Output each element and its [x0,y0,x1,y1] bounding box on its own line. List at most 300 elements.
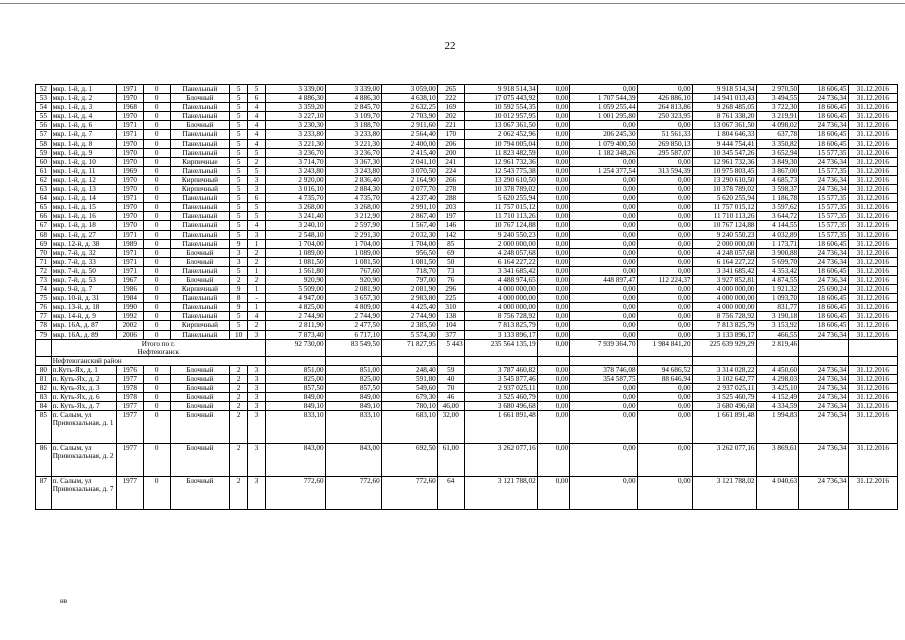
table-row [36,103,898,112]
table-cell: 1 [248,239,266,248]
table-cell: 2 000 000,00 [464,239,537,248]
table-cell: 1 661 891,48 [692,411,756,444]
table-cell: 0,00 [537,275,570,284]
table-cell: 1990 [116,303,143,312]
table-cell: 549,60 [381,384,437,393]
table-cell: 0,00 [537,444,570,477]
table-cell: 31.12.2016 [848,402,897,411]
table-cell: 3 849,30 [756,157,799,166]
table-cell: 3 016,10 [266,185,325,194]
table-cell: 1970 [116,112,143,121]
table-cell: 0,00 [537,384,570,393]
table-cell: 24 736,34 [799,384,848,393]
table-cell: 85 [437,239,464,248]
table-cell: 0,00 [537,393,570,402]
table-cell: 88 646,94 [637,375,692,384]
table-cell: 65 [36,203,52,212]
table-cell: 0,00 [570,85,637,94]
table-cell: 0,00 [570,393,637,402]
table-cell: 0,00 [637,85,692,94]
table-cell: 1971 [116,194,143,203]
table-cell: 9 [230,239,248,248]
table-cell: 0,00 [637,303,692,312]
salym-rows [36,411,898,510]
table-cell: 8 761 338,20 [692,112,756,121]
table-cell: 11 823 482,59 [464,148,537,157]
table-cell: 12 961 732,36 [692,157,756,166]
table-cell: мкр. 13-й, д. 18 [51,303,116,312]
table-cell: 203 [437,203,464,212]
table-cell: 3 [248,230,266,239]
table-cell: 10 794 005,04 [464,139,537,148]
table-row [36,121,898,130]
table-cell: 76 [437,275,464,284]
table-cell: п. Куть-Ях, д. 6 [51,393,116,402]
table-cell: 3 236,70 [325,148,381,157]
table-cell: 0,00 [537,203,570,212]
table-cell: 4 248 057,68 [464,248,537,257]
table-cell: Панельный [170,85,229,94]
table-cell: 0,00 [570,203,637,212]
table-cell: 6 164 227,22 [464,257,537,266]
table-cell: 3 243,80 [325,166,381,175]
table-cell: 5 [230,148,248,157]
table-cell: 3 [248,384,266,393]
table-cell: 250 323,95 [637,112,692,121]
table-cell: Блочный [170,121,229,130]
table-cell: 2 291,30 [325,230,381,239]
table-cell: мкр. 10-й, д. 31 [51,294,116,303]
table-cell: п. Салым, ул Привокзальная, д. 2 [51,444,116,477]
table-cell: 84 [36,402,52,411]
table-cell: 4 032,89 [756,230,799,239]
table-cell: 206 245,30 [570,130,637,139]
table-cell: 2002 [116,321,143,330]
table-cell: 0,00 [570,294,637,303]
table-cell: 0,00 [537,185,570,194]
table-cell: 3 121 788,02 [692,477,756,510]
table-cell: 15 577,35 [799,203,848,212]
table-cell: 3 268,00 [266,203,325,212]
table-row [36,266,898,275]
table-cell: 0 [143,375,170,384]
table-cell: 73 [437,266,464,275]
table-cell: 3 339,00 [325,85,381,94]
table-cell: 31.12.2016 [848,130,897,139]
table-cell: 2 867,40 [381,212,437,221]
table-cell: 3 [230,257,248,266]
table-cell: мкр. 1-й, д. 10 [51,157,116,166]
table-cell: 222 [437,94,464,103]
table-cell: 278 [437,185,464,194]
table-cell: 0 [143,221,170,230]
table-cell: 4 237,40 [381,194,437,203]
table-cell: мкр. 7-й, д. 32 [51,248,116,257]
page-top-border [0,3,905,4]
subtotal-cell: 92 730,00 [266,339,325,356]
table-cell: 0,00 [570,384,637,393]
table-cell: 0,00 [537,248,570,257]
table-cell: 80 [36,365,52,374]
table-cell: 2 [230,365,248,374]
table-cell: 18 606,45 [799,130,848,139]
table-cell: 31.12.2016 [848,148,897,157]
table-row [36,230,898,239]
table-cell: 1 567,40 [381,221,437,230]
table-row [36,257,898,266]
table-cell: 1 173,71 [756,239,799,248]
table-cell: 15 577,35 [799,230,848,239]
table-cell: 4 248 057,68 [692,248,756,257]
table-cell: 3 262 077,16 [464,444,537,477]
table-cell: 0,00 [570,194,637,203]
table-cell: 831,77 [756,303,799,312]
table-cell: 2 811,90 [266,321,325,330]
table-cell: 0,00 [570,285,637,294]
table-cell: 0 [143,112,170,121]
table-cell: 2 [230,411,248,444]
table-cell: 11 710 113,26 [464,212,537,221]
table-cell: 2 [230,402,248,411]
table-cell: 5 [230,139,248,148]
table-cell: мкр. 14-й, д. 9 [51,312,116,321]
table-cell: 1969 [116,166,143,175]
table-row [36,85,898,94]
table-cell: 5 [248,212,266,221]
table-cell: 5 [230,230,248,239]
table-cell: 4 450,60 [756,365,799,374]
table-cell: 3 722,30 [756,103,799,112]
table-cell: 0,00 [637,393,692,402]
table-cell: 9 268 485,05 [692,103,756,112]
table-cell: 0,00 [637,221,692,230]
table-cell: 0 [143,444,170,477]
table-cell: 59 [437,365,464,374]
table-cell: мкр. 1-й, д. 9 [51,148,116,157]
table-cell: 4 488 974,65 [464,275,537,284]
table-cell: 0,00 [537,294,570,303]
table-cell: 5 [230,221,248,230]
table-cell: 18 606,45 [799,139,848,148]
table-cell: 2 [248,248,266,257]
table-cell: 3 [248,330,266,339]
table-cell: 15 577,35 [799,148,848,157]
table-cell: 3 [248,375,266,384]
table-cell: 310 [437,303,464,312]
table-cell: 1970 [116,175,143,184]
table-cell: 0,00 [570,248,637,257]
table-cell: 46,00 [437,402,464,411]
table-cell: 57 [36,130,52,139]
table-cell: 5 [230,312,248,321]
table-cell: 2 991,10 [381,203,437,212]
table-row [36,312,898,321]
table-cell: Блочный [170,444,229,477]
table-cell: 8 756 728,92 [464,312,537,321]
table-cell: 31.12.2016 [848,121,897,130]
table-cell: 1971 [116,130,143,139]
table-cell: 0,00 [637,175,692,184]
table-cell: 24 736,34 [799,375,848,384]
table-cell: 2 744,90 [381,312,437,321]
table-cell: 0,00 [637,285,692,294]
table-cell: 10 767 124,88 [692,221,756,230]
table-cell: 3 598,37 [756,185,799,194]
table-cell: 2 632,25 [381,103,437,112]
table-cell: 10 378 789,02 [464,185,537,194]
table-cell: 18 606,45 [799,112,848,121]
table-cell: 0,00 [537,477,570,510]
table-cell: 10 378 789,02 [692,185,756,194]
footnote: нв [60,597,68,605]
table-cell: 2 744,90 [266,312,325,321]
table-cell: 9 [230,303,248,312]
table-row [36,139,898,148]
table-row [36,321,898,330]
table-cell: 0 [143,312,170,321]
table-cell: 0,00 [570,185,637,194]
table-cell: 1970 [116,157,143,166]
table-cell: 5 [230,166,248,175]
table-cell: 0 [143,477,170,510]
table-cell: 3 714,70 [266,157,325,166]
table-cell: 5 [230,85,248,94]
table-cell: 31.12.2016 [848,285,897,294]
table-cell: 1970 [116,203,143,212]
table-cell: 3 [248,444,266,477]
table-cell: 1977 [116,375,143,384]
table-cell: 0 [143,294,170,303]
table-cell: 825,00 [325,375,381,384]
table-cell: 2 [248,257,266,266]
table-cell: 81 [36,375,52,384]
table-cell: 86 [36,444,52,477]
table-cell: 0,00 [637,194,692,203]
table-cell: 295 587,07 [637,148,692,157]
table-cell: 0 [143,248,170,257]
table-cell: 1977 [116,444,143,477]
table-cell: 3 121 788,02 [464,477,537,510]
table-cell: 1971 [116,257,143,266]
table-cell: Панельный [170,194,229,203]
table-cell: 3 680 496,68 [692,402,756,411]
table-cell: 0 [143,402,170,411]
page-number: 22 [444,40,456,52]
table-cell: 31.12.2016 [848,94,897,103]
table-cell: 74 [36,285,52,294]
table-cell: 31.12.2016 [848,312,897,321]
table-cell: 3 190,18 [756,312,799,321]
table-cell: 170 [437,130,464,139]
table-cell: 31.12.2016 [848,175,897,184]
table-cell: 5 574,30 [381,330,437,339]
table-cell: 833,10 [266,411,325,444]
table-cell: 6 [248,94,266,103]
table-cell: мкр. 7-й, д. 53 [51,275,116,284]
table-cell: 248,40 [381,365,437,374]
table-cell: 849,10 [325,402,381,411]
subtotal-cell: 235 564 135,19 [464,339,537,356]
table-cell: 4 298,03 [756,375,799,384]
table-row [36,203,898,212]
table-cell: 82 [36,384,52,393]
table-cell: 69 [437,248,464,257]
table-cell: 31.12.2016 [848,321,897,330]
table-cell: 224 [437,166,464,175]
table-row [36,365,898,374]
table-cell: 3 367,30 [325,157,381,166]
table-cell: 0,00 [570,266,637,275]
table-cell: 2 [230,275,248,284]
table-cell: 0 [143,121,170,130]
table-cell: 2 477,50 [325,321,381,330]
table-cell: 31.12.2016 [848,444,897,477]
table-cell: 11 710 113,26 [692,212,756,221]
table-cell: 2 937 025,11 [692,384,756,393]
table-cell: 4 000 000,00 [692,303,756,312]
table-cell: 1977 [116,402,143,411]
table-cell: 5 620 255,94 [692,194,756,203]
table-cell: 112 224,37 [637,275,692,284]
table-cell: 7 813 825,79 [692,321,756,330]
table-cell: 3 657,30 [325,294,381,303]
table-cell: 0,00 [570,303,637,312]
table-cell: 5 [230,112,248,121]
table-cell: 206 [437,139,464,148]
subtotal-cell: 225 639 929,29 [692,339,756,356]
table-cell: 4 735,70 [266,194,325,203]
table-cell: 0,00 [637,203,692,212]
table-cell: 71 [36,257,52,266]
table-cell: 9 918 514,34 [464,85,537,94]
table-cell: 2 911,60 [381,121,437,130]
table-cell: 87 [36,477,52,510]
table-cell: 18 606,45 [799,294,848,303]
table-row [36,175,898,184]
table-cell: 18 606,45 [799,321,848,330]
table-cell: 1 254 377,54 [570,166,637,175]
table-cell: 67 [36,221,52,230]
table-cell: 833,10 [325,411,381,444]
table-cell: 0 [143,94,170,103]
table-cell: 1968 [116,103,143,112]
table-cell: п. Куть-Ях, д. 7 [51,402,116,411]
table-cell: Панельный [170,221,229,230]
table-cell: 5 [230,194,248,203]
table-cell: 857,50 [266,384,325,393]
table-cell: 2 062 452,96 [464,130,537,139]
table-cell: 4 [248,130,266,139]
table-cell: Блочный [170,411,229,444]
table-cell: 843,00 [325,444,381,477]
table-cell: 0 [143,239,170,248]
table-cell: 0,00 [537,330,570,339]
table-cell: 2006 [116,330,143,339]
district-header-row [36,356,898,365]
table-cell: 2 884,30 [325,185,381,194]
table-cell: 24 736,34 [799,365,848,374]
table-cell: 2 [248,321,266,330]
table-cell: 2 385,50 [381,321,437,330]
table-cell: 0,00 [570,330,637,339]
table-cell: 3 133 896,17 [464,330,537,339]
table-cell: 0 [143,157,170,166]
table-cell: 3 236,70 [266,148,325,157]
table-cell: 1978 [116,393,143,402]
table-cell: 5 [230,185,248,194]
housing-repair-table [35,84,898,510]
table-cell: 0 [143,103,170,112]
table-cell: 78 [36,321,52,330]
table-cell: 13 067 361,50 [464,121,537,130]
table-cell: 0,00 [570,121,637,130]
table-cell: 63 [36,185,52,194]
table-cell: 2 970,50 [756,85,799,94]
table-row [36,166,898,175]
table-cell: 1 001 295,80 [570,112,637,121]
table-cell: 1 081,50 [381,257,437,266]
table-cell: 1 081,50 [325,257,381,266]
table-cell: 53 [36,94,52,103]
table-cell: 2 041,10 [381,157,437,166]
table-row [36,393,898,402]
table-cell: 0,00 [537,303,570,312]
table-cell: 772,60 [381,477,437,510]
table-cell: 24 736,34 [799,185,848,194]
table-cell: 5 [230,266,248,275]
table-cell: 0,00 [570,239,637,248]
table-cell: 1 093,70 [756,294,799,303]
table-cell: 1967 [116,275,143,284]
table-cell: 5 [230,130,248,139]
table-cell: 2 081,90 [325,285,381,294]
table-cell: 15 577,35 [799,212,848,221]
table-cell: 2 744,90 [325,312,381,321]
table-cell: Блочный [170,275,229,284]
table-cell: 9 240 550,23 [464,230,537,239]
table-row [36,130,898,139]
table-cell: 146 [437,221,464,230]
table-cell: 1 994,83 [756,411,799,444]
table-row [36,248,898,257]
table-row [36,303,898,312]
table-row [36,221,898,230]
table-cell: 4 [248,312,266,321]
table-cell: 0 [143,194,170,203]
table-cell: 13 290 610,50 [692,175,756,184]
table-cell: 225 [437,294,464,303]
table-row [36,477,898,510]
table-cell: мкр. 7-й, д. 33 [51,257,116,266]
table-cell: 66 [36,212,52,221]
table-cell: 2 [248,275,266,284]
table-cell: 54 [36,103,52,112]
table-cell: 0,00 [570,175,637,184]
table-row [36,212,898,221]
table-cell: 0,00 [570,444,637,477]
table-cell: 4 334,59 [756,402,799,411]
table-cell: Блочный [170,402,229,411]
table-cell: мкр. 1-й, д. 12 [51,175,116,184]
table-cell: 0,00 [537,257,570,266]
table-cell: 3 525 460,79 [692,393,756,402]
table-cell: 11 757 015,12 [464,203,537,212]
table-cell: 0,00 [537,103,570,112]
table-cell: 0,00 [637,248,692,257]
table-cell: 9 918 514,34 [692,85,756,94]
table-cell: 75 [36,294,52,303]
table-cell: 4 886,30 [266,94,325,103]
